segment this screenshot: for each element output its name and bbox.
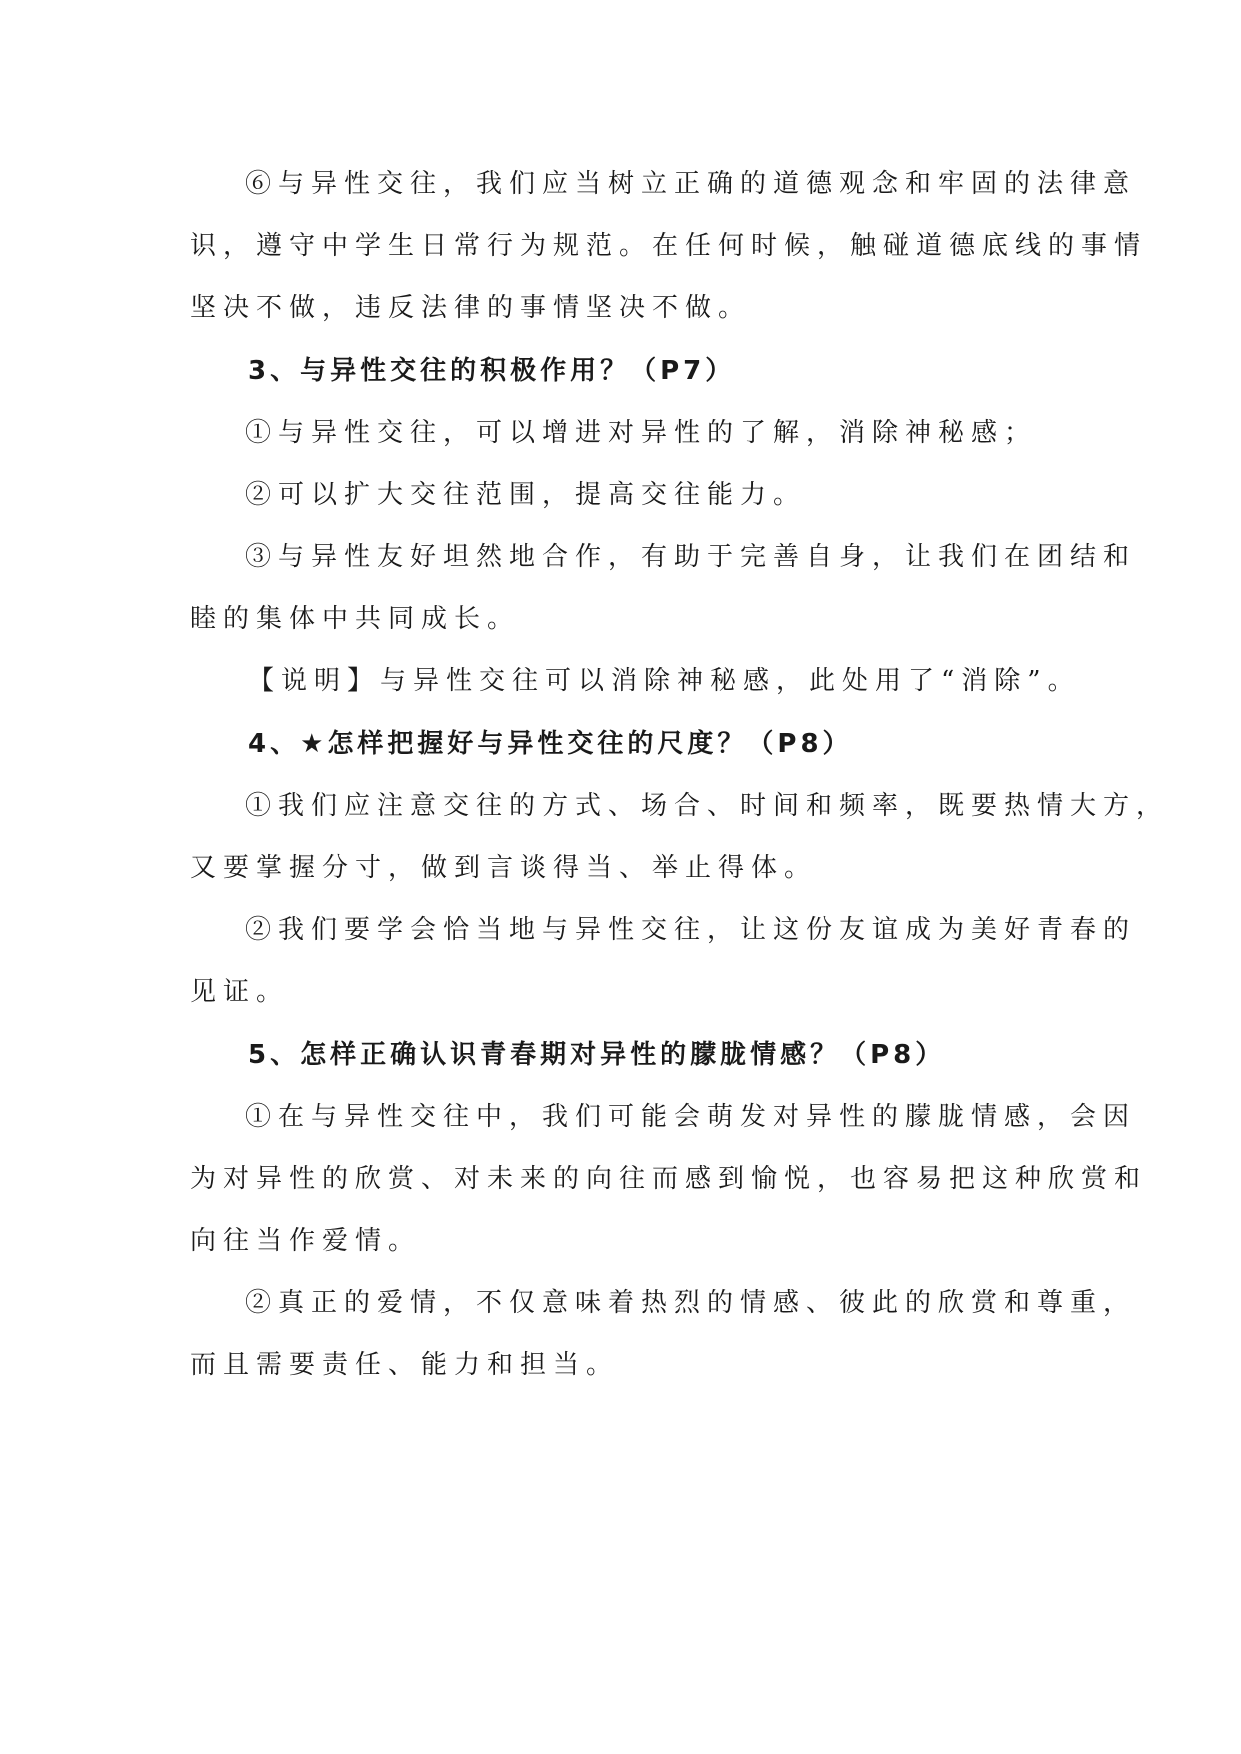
- section-4-point-1-line-2: 又要掌握分寸，做到言谈得当、举止得体。: [190, 853, 818, 883]
- section-3-heading: 3、与异性交往的积极作用？（P7）: [248, 356, 736, 386]
- section-5-heading: 5、怎样正确认识青春期对异性的朦胧情感？（P8）: [248, 1040, 946, 1070]
- section-3-point-3-line-2: 睦的集体中共同成长。: [190, 604, 521, 634]
- paragraph-6-line-1: ⑥与异性交往，我们应当树立正确的道德观念和牢固的法律意: [245, 169, 1137, 199]
- section-3-point-2: ②可以扩大交往范围，提高交往能力。: [245, 480, 807, 510]
- section-3-point-1: ①与异性交往，可以增进对异性的了解，消除神秘感；: [245, 418, 1038, 448]
- section-5-point-1-line-1: ①在与异性交往中，我们可能会萌发对异性的朦胧情感，会因: [245, 1102, 1137, 1132]
- section-4-point-1-line-1: ①我们应注意交往的方式、场合、时间和频率，既要热情大方，: [245, 791, 1170, 821]
- section-3-note: 【说明】与异性交往可以消除神秘感，此处用了“消除”。: [248, 666, 1081, 696]
- section-4-point-2-line-2: 见证。: [190, 977, 290, 1007]
- section-4-heading: 4、★怎样把握好与异性交往的尺度？（P8）: [248, 729, 853, 759]
- paragraph-6-line-2: 识，遵守中学生日常行为规范。在任何时候，触碰道德底线的事情: [190, 231, 1148, 261]
- paragraph-6-line-3: 坚决不做，违反法律的事情坚决不做。: [190, 293, 752, 323]
- section-5-point-1-line-2: 为对异性的欣赏、对未来的向往而感到愉悦，也容易把这种欣赏和: [190, 1164, 1148, 1194]
- section-3-point-3-line-1: ③与异性友好坦然地合作，有助于完善自身，让我们在团结和: [245, 542, 1137, 572]
- section-5-point-2-line-1: ②真正的爱情，不仅意味着热烈的情感、彼此的欣赏和尊重，: [245, 1288, 1137, 1318]
- section-4-point-2-line-1: ②我们要学会恰当地与异性交往，让这份友谊成为美好青春的: [245, 915, 1137, 945]
- section-5-point-2-line-2: 而且需要责任、能力和担当。: [190, 1350, 620, 1380]
- section-5-point-1-line-3: 向往当作爱情。: [190, 1226, 422, 1256]
